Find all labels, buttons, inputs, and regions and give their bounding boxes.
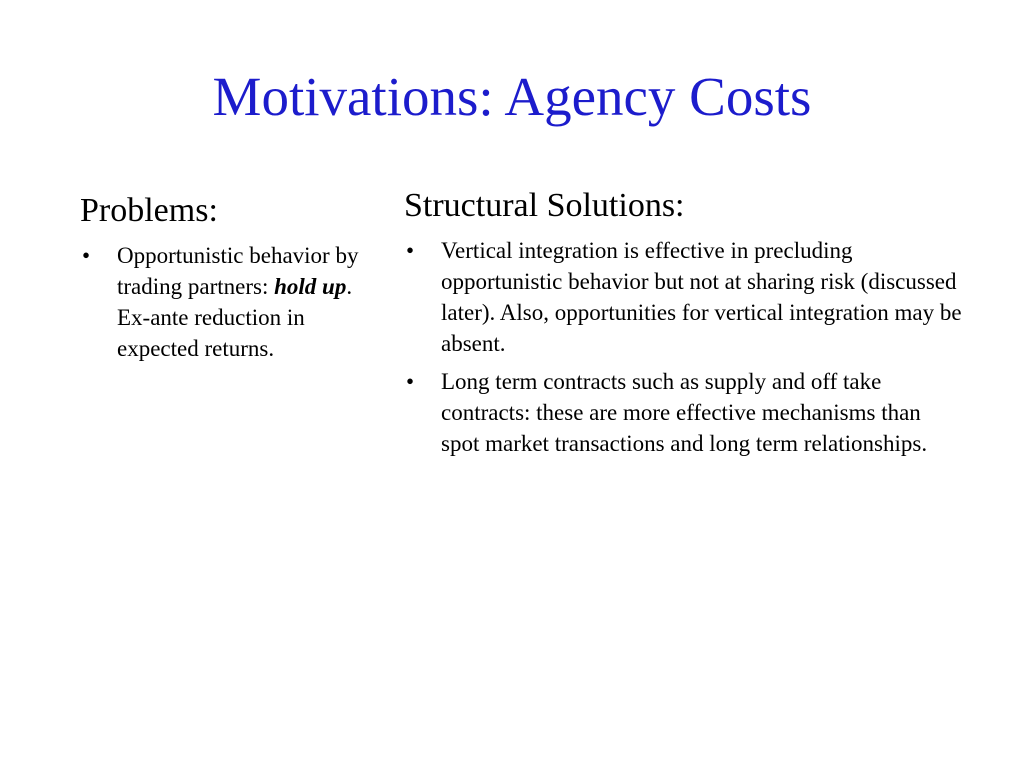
- solutions-list: [404, 235, 964, 459]
- bullet-icon: •: [406, 238, 415, 263]
- problems-list: [80, 240, 370, 364]
- list-item: [404, 235, 964, 359]
- list-item: [80, 240, 370, 364]
- problems-heading: Problems:: [80, 192, 218, 229]
- bullet-icon: •: [406, 369, 415, 394]
- slide-title: Motivations: Agency Costs: [212, 66, 812, 127]
- solution-text: Long term contracts such as supply and off take contracts: these are more effective mechanisms than spot market transactions and long term relationships.: [441, 369, 928, 456]
- solutions-heading: Structural Solutions:: [404, 187, 685, 224]
- problems-column: [80, 188, 370, 364]
- solution-text: Vertical integration is effective in precluding opportunistic behavior but not at sharing risk (discussed later). Also, opportunities for vertical integration may be absent.: [441, 238, 962, 356]
- list-item: [404, 366, 964, 459]
- problem-text-before: Opportunistic behavior by trading partners:: [117, 243, 359, 299]
- problem-text-after: . Ex-ante reduction in expected returns.: [117, 274, 353, 361]
- hold-up-emphasis: hold up: [274, 274, 347, 299]
- solutions-column: [404, 183, 964, 466]
- bullet-icon: •: [82, 243, 91, 268]
